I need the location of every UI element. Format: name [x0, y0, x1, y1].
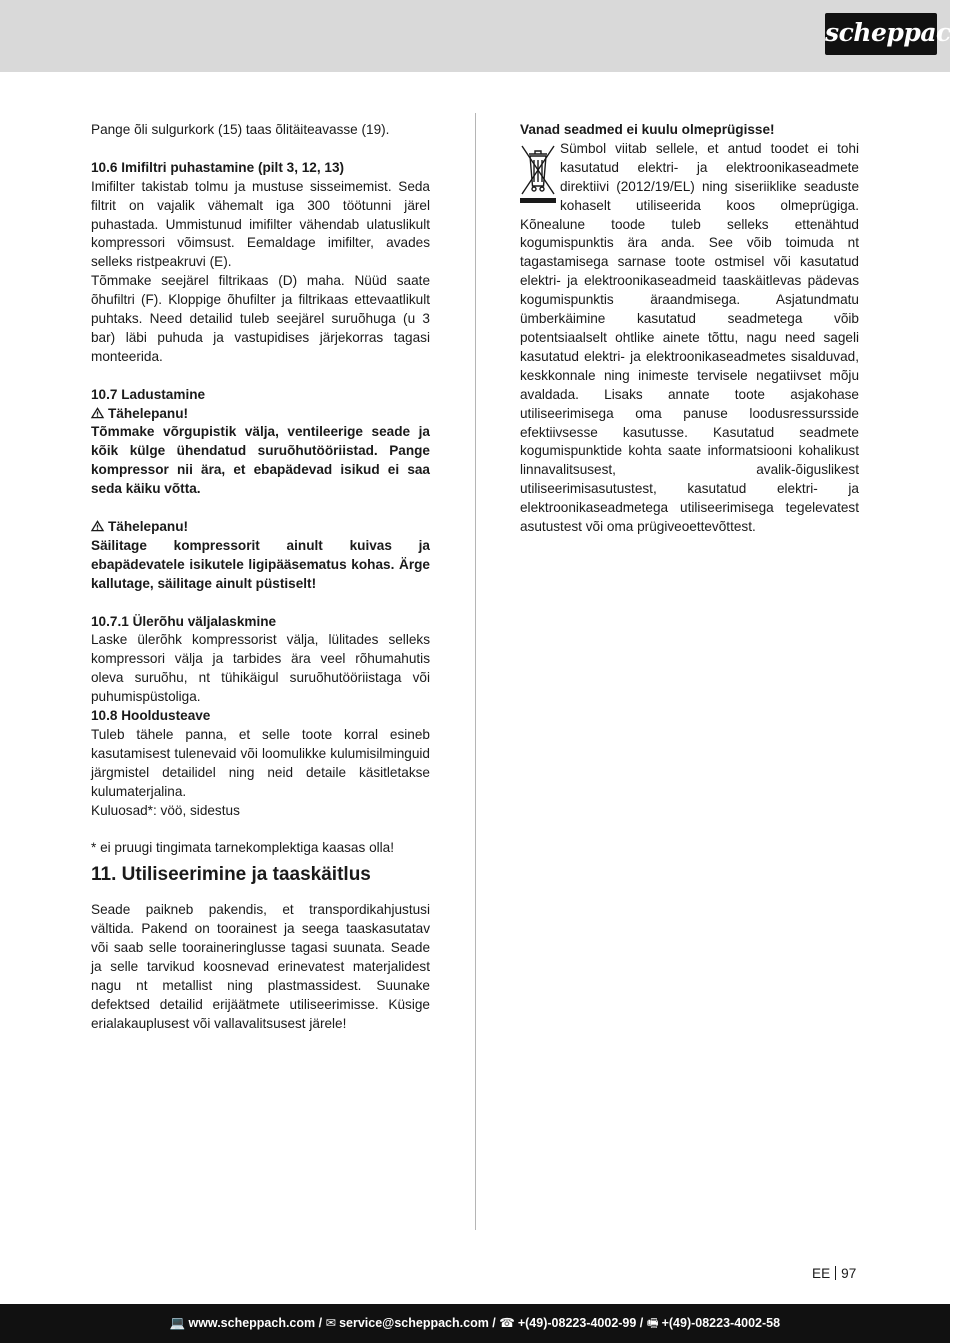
oil-cap-text: Pange õli sulgurkork (15) taas õlitäiteavasse (19). [91, 122, 390, 137]
email-icon: ✉ [325, 1316, 337, 1330]
warning-text-1: Tõmmake võrgupistik välja, ventileerige seade ja kõik külge ühendatud suruõhutööriistad. Pange kompressor nii ära, et ebapädevad isikud ei saa seda käiku võtta. [91, 424, 430, 497]
section-10-7-1-text: Laske ülerõhk kompressorist välja, lülitades selleks kompressori välja ja tarbides ära veel rõhumahutis oleva suruõhu, nt tühikäigul suruõhutööriistaga või puhumispüstoliga. [91, 632, 430, 705]
section-10-6-text: Imifilter takistab tolmu ja mustuse sisseimemist. Seda filtrit on vajalik vähemalt iga 300 töötunni järel puhastada. Ummistunud imifilter vähendab ulatuslikult kompressori võimsust. Eemaldage imifilter, avades selleks ristpeakruvi (E). [91, 178, 430, 270]
weee-bin-icon [520, 142, 556, 204]
warning-icon [91, 407, 104, 419]
computer-icon: 💻 [169, 1316, 186, 1330]
warning-heading-1 [91, 405, 430, 424]
fax-icon: 🖷 [646, 1316, 659, 1330]
wear-parts-text: Kuluosad*: vöö, sidestus [91, 802, 240, 818]
phone-icon: ☎ [499, 1316, 515, 1330]
section-10-6-title: 10.6 Imifiltri puhastamine (pilt 3, 12, 13) [91, 159, 345, 175]
footnote: * ei pruugi tingimata tarnekomplektiga kaasas olla! [91, 840, 395, 856]
page-number-separator [835, 1266, 836, 1280]
weee-text: Sümbol viitab sellele, et antud toodet ei tohi kasutatud elektri- ja elektroonikaseadmete direktiivi (2012/19/EL) ning siseriiklike seaduste kohaselt utiliseerida koos olmeprügiga. Kõnealune toode tuleb selleks ettenähtud kogumispunktis ära anda. See võib toimuda nt tagastamisega sarnase toote ostmisel või kasutatud elektri- ja elektroonikaseadmeid taaskäitlevas pädevas kogumispunktis äraandmisega. Asjatundmatu ümberkäimine kasutatud seadmetega võib potentsiaalselt ohtlike ainete tõttu, nagu need sageli kasutatud elektri- ja elektroonikaseadmetes sisalduvad, keskkonnale ning inimeste tervisele negatiivset mõju avaldada. Lisaks annate toote asjakohase utiliseerimisega oma panuse loodusressursside efektiivsesse kasutusse. Kasutatud seadmete kogumispunktide kohta saate informatsiooni kohalikust linnavalitsusest, avalik-õiguslikest utiliseerimisasutustest, kasutatud elektri- ja elektroonikaseadmetega utiliseerimisega tegelevatest asutustest või oma prügiveoettevõttest. [520, 140, 859, 535]
section-10-6-text-2: Tõmmake seejärel filtrikaas (D) maha. Nüüd saate õhufiltri (F). Kloppige õhufilter ja filtrikaas ettevaatlikult puhtaks. Need detailid tuleb seejärel suruõhuga (u 3 bar) läbi puhuda ja vastupidises järjekorras tagasi monteerida. [91, 273, 430, 364]
section-10-8-title: 10.8 Hooldusteave [91, 708, 211, 724]
warning-label-2: Tähelepanu! [108, 518, 189, 534]
footer-bar [0, 1304, 950, 1343]
warning-heading-2 [91, 518, 430, 537]
footer-phone: +(49)-08223-4002-99 / [517, 1316, 644, 1330]
warning-label-1: Tähelepanu! [108, 405, 189, 421]
weee-title: Vanad seadmed ei kuulu olmeprügisse! [520, 122, 775, 137]
section-10-8-text: Tuleb tähele panna, et selle toote korral esineb kasutamisest tulenevaid või loomulikke kulumisilminguid järgmistel detailidel ning neid detaile käsitletakse kulumaterjalina. [91, 726, 430, 799]
footer-email[interactable]: service@scheppach.com / [339, 1316, 496, 1330]
column-divider [475, 113, 476, 1230]
right-column [520, 121, 859, 537]
page-number-value: 97 [841, 1266, 857, 1281]
header-band [0, 0, 950, 72]
footer-fax: +(49)-08223-4002-58 [661, 1316, 781, 1330]
brand-logo: scheppach [825, 13, 937, 55]
section-11-title: 11. Utiliseerimine ja taaskäitlus [91, 864, 371, 886]
warning-text-2: Säilitage kompressorit ainult kuivas ja ebapädevatele isikutele ligipääsematus kohas. Ärge kallutage, säilitage ainult püstiselt! [91, 537, 430, 591]
left-column [91, 121, 430, 1034]
section-10-7-title: 10.7 Ladustamine [91, 386, 206, 402]
page-language: EE [812, 1266, 831, 1281]
section-10-7-1-title: 10.7.1 Ülerõhu väljalaskmine [91, 613, 277, 629]
section-11-text: Seade paikneb pakendis, et transpordikahjustusi vältida. Pakend on toorainest ja seega taaskasutatav või saab selle tooraineringlusse tagasi suunata. Seade ja selle tarvikud koosnevad erinevatest materjalidest nagu nt metallist ning plastmassidest. Suunake defektsed detailid erijäätmete utiliseerimisse. Küsige erialakauplusest või vallavalitsusest järele! [91, 902, 430, 1031]
warning-icon [91, 520, 104, 532]
page-number [812, 1265, 856, 1283]
footer-website[interactable]: www.scheppach.com / [188, 1316, 323, 1330]
